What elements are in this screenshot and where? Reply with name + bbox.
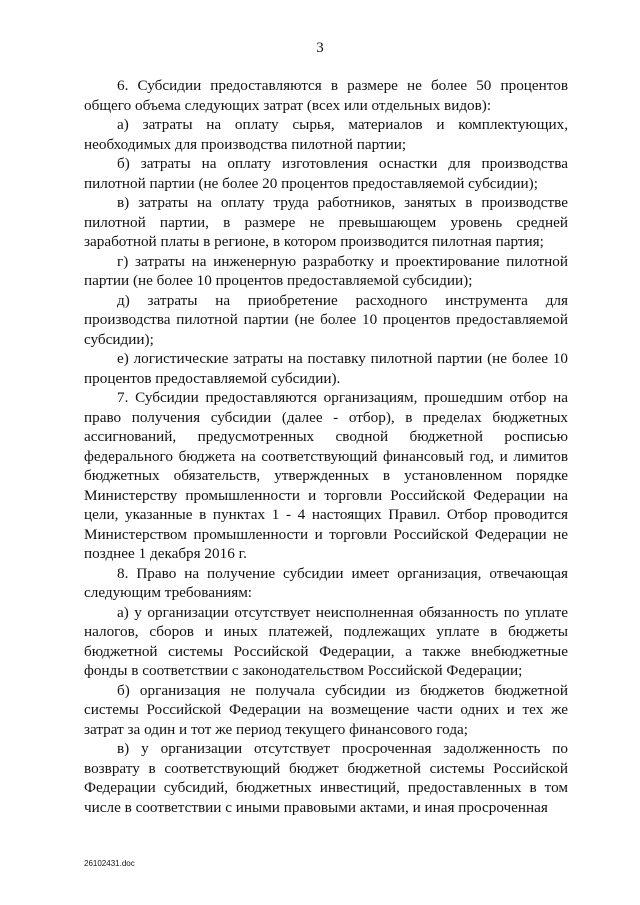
document-filename: 26102431.doc	[84, 859, 135, 868]
paragraph-8: 8. Право на получение субсидии имеет организация, отвечающая следующим требованиям:	[84, 564, 568, 601]
page-number: 3	[316, 40, 324, 56]
paragraph-8v: в) у организации отсутствует просроченная задолженность по возврату в соответствующий бюджет бюджетной системы Российской Федерации субсидий, бюджетных инвестиций, предоставленных в том числе в соответствии с иными правовыми актами, и иная просроченная	[84, 740, 568, 816]
paragraph-6v: в) затраты на оплату труда работников, занятых в производстве пилотной партии, в размере не превышающем уровень средней заработной платы в регионе, в котором производится пилотная партия;	[84, 194, 568, 250]
paragraph-8b: б) организация не получала субсидии из бюджетов бюджетной системы Российской Федерации на возмещение части одних и тех же затрат за один и тот же период текущего финансового года;	[84, 681, 568, 738]
paragraph-6b: б) затраты на оплату изготовления оснастки для производства пилотной партии (не более 20 процентов предоставляемой субсидии);	[84, 155, 568, 192]
paragraph-6e: е) логистические затраты на поставку пилотной партии (не более 10 процентов предоставляемой субсидии).	[84, 350, 568, 387]
paragraph-8a: а) у организации отсутствует неисполненная обязанность по уплате налогов, сборов и иных платежей, подлежащих уплате в бюджеты бюджетной системы Российской Федерации, а также внебюджетные фонды в соответствии с законодательством Российской Федерации;	[84, 603, 568, 679]
paragraph-7: 7. Субсидии предоставляются организациям, прошедшим отбор на право получения субсидии (далее - отбор), в пределах бюджетных ассигнований, предусмотренных сводной бюджетной росписью федерального бюджета на соответствующий финансовый год, и лимитов бюджетных обязательств, утвержденных в установленном порядке Министерству промышленности и торговли Российской Федерации на цели, указанные в пунктах 1 - 4 настоящих Правил. Отбор проводится Министерством промышленности и торговли Российской Федерации не позднее 1 декабря 2016 г.	[84, 389, 568, 562]
paragraph-6d: д) затраты на приобретение расходного инструмента для производства пилотной партии (не более 10 процентов предоставляемой субсидии);	[84, 291, 568, 348]
paragraph-6: 6. Субсидии предоставляются в размере не более 50 процентов общего объема следующих затрат (всех или отдельных видов):	[84, 77, 568, 114]
paragraph-6a: а) затраты на оплату сырья, материалов и комплектующих, необходимых для производства пилотной партии;	[84, 116, 568, 153]
paragraph-6g: г) затраты на инженерную разработку и проектирование пилотной партии (не более 10 процентов предоставляемой субсидии);	[84, 252, 568, 289]
document-body	[84, 76, 568, 817]
